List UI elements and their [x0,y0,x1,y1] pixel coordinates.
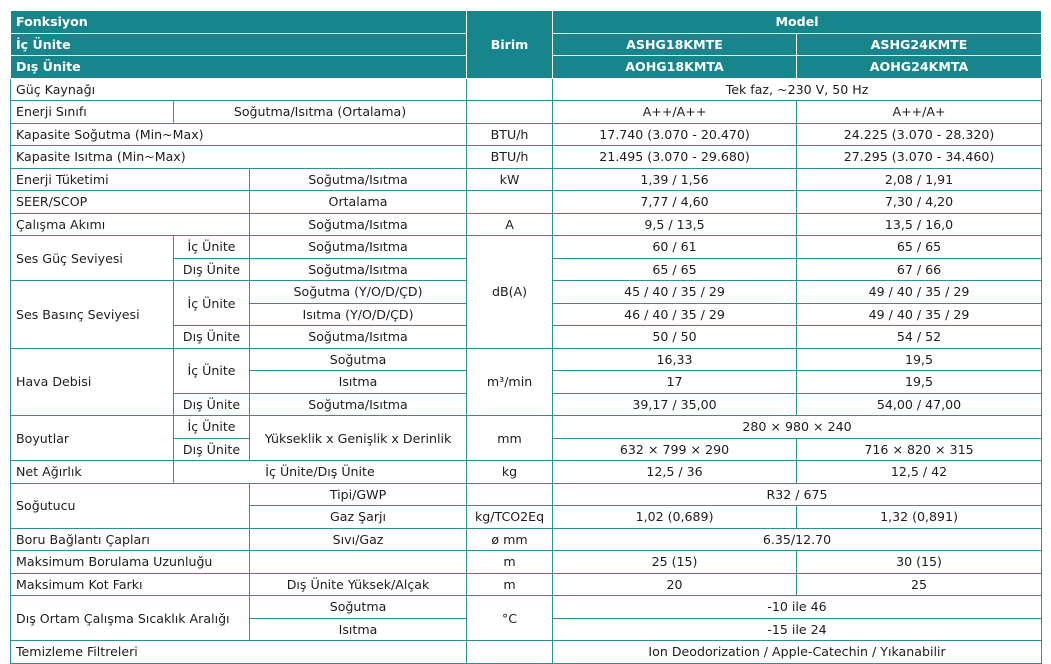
value-b: 19,5 [797,371,1042,394]
value-a: 7,77 / 4,60 [553,191,797,214]
value-b: 7,30 / 4,20 [797,191,1042,214]
value-cell: 280 × 980 × 240 [553,416,1042,439]
table-row [11,528,1042,551]
row-sublabel: Soğutma/Isıtma [250,326,467,349]
unit-cell: kW [467,168,553,191]
row-unit-type: İç Ünite [174,236,250,259]
unit-cell: m³/min [467,348,553,416]
row-label: Maksimum Kot Farkı [11,573,250,596]
unit-cell: kg/TCO2Eq [467,506,553,529]
header-dis-unite: Dış Ünite [11,56,467,79]
value-cell: -15 ile 24 [553,618,1042,641]
table-row [11,641,1042,664]
value-a: 45 / 40 / 35 / 29 [553,281,797,304]
header-model: Model [553,11,1042,34]
value-b: 25 [797,573,1042,596]
value-b: 27.295 (3.070 - 34.460) [797,146,1042,169]
spec-table [10,10,1042,664]
row-unit-type: Dış Ünite [174,393,250,416]
unit-cell [467,641,553,664]
value-cell: -10 ile 46 [553,596,1042,619]
unit-cell [467,101,553,124]
value-a: A++/A++ [553,101,797,124]
row-unit-type: Dış Ünite [174,438,250,461]
value-a: 16,33 [553,348,797,371]
row-sublabel: Soğutma (Y/O/D/ÇD) [250,281,467,304]
value-a: 25 (15) [553,551,797,574]
row-label: Maksimum Borulama Uzunluğu [11,551,250,574]
value-a: 17 [553,371,797,394]
value-a: 17.740 (3.070 - 20.470) [553,123,797,146]
row-sublabel: Dış Ünite Yüksek/Alçak [250,573,467,596]
row-sublabel: Soğutma [250,596,467,619]
value-cell: 6.35/12.70 [553,528,1042,551]
value-b: 19,5 [797,348,1042,371]
row-label: Soğutucu [11,483,250,528]
header-fonksiyon: Fonksiyon [11,11,467,34]
unit-cell [467,483,553,506]
table-row [11,191,1042,214]
table-row [11,78,1042,101]
unit-cell: dB(A) [467,236,553,349]
table-row [11,168,1042,191]
table-row [11,146,1042,169]
row-sublabel: İç Ünite/Dış Ünite [174,461,467,484]
model-b-indoor: ASHG24KMTE [797,33,1042,56]
row-sublabel: Yükseklik x Genişlik x Derinlik [250,416,467,461]
value-b: 716 × 820 × 315 [797,438,1042,461]
row-sublabel: Ortalama [250,191,467,214]
table-row [11,596,1042,619]
row-unit-type: İç Ünite [174,416,250,439]
unit-cell: m [467,551,553,574]
row-sublabel: Sıvı/Gaz [250,528,467,551]
value-cell: Ion Deodorization / Apple-Catechin / Yıkanabilir [553,641,1042,664]
value-b: 67 / 66 [797,258,1042,281]
value-cell: Tek faz, ~230 V, 50 Hz [553,78,1042,101]
value-a: 39,17 / 35,00 [553,393,797,416]
value-b: 1,32 (0,891) [797,506,1042,529]
row-sublabel [250,551,467,574]
row-sublabel: Soğutma/Isıtma (Ortalama) [174,101,467,124]
value-b: 54 / 52 [797,326,1042,349]
row-label: Hava Debisi [11,348,174,416]
value-cell: R32 / 675 [553,483,1042,506]
model-b-outdoor: AOHG24KMTA [797,56,1042,79]
row-label: Boru Bağlantı Çapları [11,528,250,551]
row-sublabel: Isıtma [250,371,467,394]
model-a-outdoor: AOHG18KMTA [553,56,797,79]
value-a: 46 / 40 / 35 / 29 [553,303,797,326]
unit-cell: A [467,213,553,236]
unit-cell: °C [467,596,553,641]
unit-cell: BTU/h [467,123,553,146]
row-sublabel: Soğutma/Isıtma [250,236,467,259]
table-row [11,416,1042,439]
row-label: Enerji Sınıfı [11,101,174,124]
row-label: Dış Ortam Çalışma Sıcaklık Aralığı [11,596,250,641]
value-b: 13,5 / 16,0 [797,213,1042,236]
unit-cell: mm [467,416,553,461]
table-row [11,573,1042,596]
row-unit-type: İç Ünite [174,348,250,393]
unit-cell: m [467,573,553,596]
table-row [11,348,1042,371]
row-unit-type: Dış Ünite [174,258,250,281]
value-a: 9,5 / 13,5 [553,213,797,236]
value-b: 24.225 (3.070 - 28.320) [797,123,1042,146]
row-sublabel: Isıtma [250,618,467,641]
value-b: 2,08 / 1,91 [797,168,1042,191]
unit-cell: kg [467,461,553,484]
spec-sheet [10,10,1041,664]
value-a: 1,02 (0,689) [553,506,797,529]
value-b: 54,00 / 47,00 [797,393,1042,416]
table-row [11,461,1042,484]
row-sublabel: Gaz Şarjı [250,506,467,529]
row-label: Net Ağırlık [11,461,174,484]
model-a-indoor: ASHG18KMTE [553,33,797,56]
row-label: Kapasite Isıtma (Min~Max) [11,146,467,169]
value-b: 65 / 65 [797,236,1042,259]
row-label: SEER/SCOP [11,191,250,214]
value-a: 50 / 50 [553,326,797,349]
row-label: Çalışma Akımı [11,213,250,236]
row-label: Boyutlar [11,416,174,461]
table-row [11,483,1042,506]
unit-cell [467,78,553,101]
value-a: 1,39 / 1,56 [553,168,797,191]
row-sublabel: Isıtma (Y/O/D/ÇD) [250,303,467,326]
unit-cell: ø mm [467,528,553,551]
row-sublabel: Soğutma/Isıtma [250,168,467,191]
value-a: 20 [553,573,797,596]
value-a: 632 × 799 × 290 [553,438,797,461]
row-unit-type: Dış Ünite [174,326,250,349]
value-a: 12,5 / 36 [553,461,797,484]
value-a: 65 / 65 [553,258,797,281]
value-b: 49 / 40 / 35 / 29 [797,281,1042,304]
value-b: 49 / 40 / 35 / 29 [797,303,1042,326]
row-sublabel: Tipi/GWP [250,483,467,506]
row-label: Ses Güç Seviyesi [11,236,174,281]
row-label: Ses Basınç Seviyesi [11,281,174,349]
row-sublabel: Soğutma/Isıtma [250,258,467,281]
header-birim: Birim [467,11,553,79]
row-label: Enerji Tüketimi [11,168,250,191]
value-b: A++/A+ [797,101,1042,124]
row-sublabel: Soğutma/Isıtma [250,393,467,416]
unit-cell [467,191,553,214]
row-label: Kapasite Soğutma (Min~Max) [11,123,467,146]
table-row [11,213,1042,236]
table-row [11,236,1042,259]
value-a: 60 / 61 [553,236,797,259]
row-label: Güç Kaynağı [11,78,467,101]
header-ic-unite: İç Ünite [11,33,467,56]
value-b: 30 (15) [797,551,1042,574]
table-row [11,123,1042,146]
table-row [11,551,1042,574]
row-unit-type: İç Ünite [174,281,250,326]
value-b: 12,5 / 42 [797,461,1042,484]
row-sublabel: Soğutma/Isıtma [250,213,467,236]
row-label: Temizleme Filtreleri [11,641,467,664]
unit-cell: BTU/h [467,146,553,169]
row-sublabel: Soğutma [250,348,467,371]
value-a: 21.495 (3.070 - 29.680) [553,146,797,169]
table-row [11,101,1042,124]
